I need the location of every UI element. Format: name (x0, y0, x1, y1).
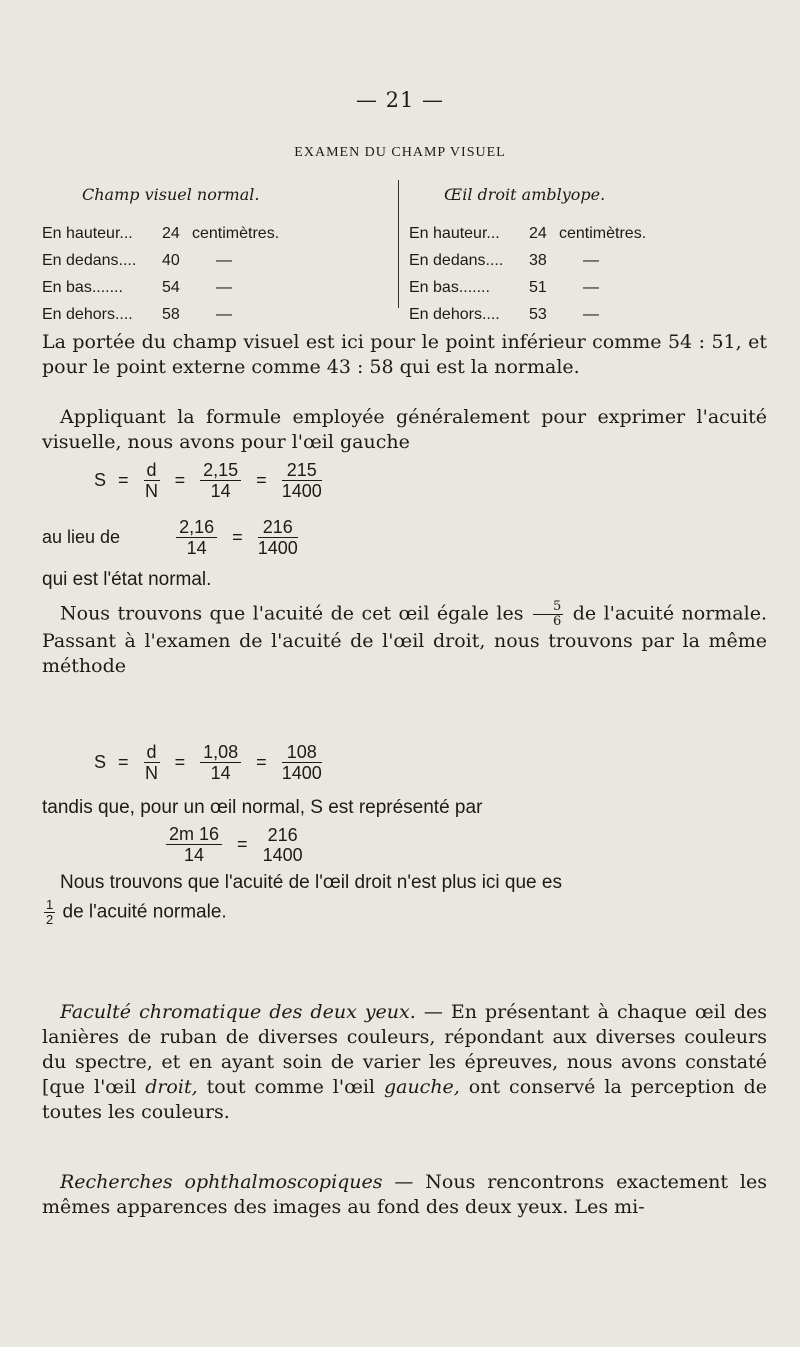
au-lieu-de: au lieu de (42, 527, 121, 547)
equation-normal-reference: au lieu de $\frac{2,16}{14}$ = $\frac{216}{1400}$ (42, 517, 298, 558)
equation-normal-eye: $\frac{2m 16}{14}$ = 216 1400 (162, 824, 307, 865)
table-row (42, 274, 387, 301)
row-value: 58 (162, 306, 180, 323)
fraction: $\frac{108}{1400}$ (281, 742, 322, 783)
row-label: En dehors.... (409, 306, 500, 323)
row-value: 51 (529, 279, 547, 296)
table-row (42, 247, 387, 274)
row-unit: — (216, 306, 232, 323)
fraction: $\frac{2,15}{14}$ (200, 460, 241, 501)
row-unit: centimètres. (192, 225, 280, 242)
table-normal-heading: Champ visuel normal. (82, 185, 260, 204)
table-row (409, 274, 769, 301)
column-divider (398, 180, 399, 308)
row-label: En dedans.... (409, 252, 504, 269)
row-unit: centimètres. (559, 225, 647, 242)
table-row (409, 220, 769, 247)
page-number: — 21 — (355, 88, 445, 112)
subsection-title: Recherches ophthalmoscopiques (60, 1171, 383, 1193)
section-title: EXAMEN DU CHAMP VISUEL (294, 145, 506, 160)
table-amblyope-heading: Œil droit amblyope. (444, 185, 606, 204)
row-label: En dehors.... (42, 306, 133, 323)
row-unit: — (216, 252, 232, 269)
table-normal (42, 185, 387, 328)
row-value: 54 (162, 279, 180, 296)
paragraph-ophthalmoscopic: Recherches ophthalmoscopiques — Nous rencontrons exactement les mêmes apparences des images au fond des deux yeux. Les mi- (42, 1171, 767, 1218)
table-row (42, 220, 387, 247)
row-unit: — (216, 279, 232, 296)
table-row (409, 301, 769, 328)
row-label: En dedans.... (42, 252, 137, 269)
row-label: En bas....... (42, 279, 123, 296)
row-value: 53 (529, 306, 547, 323)
row-label: En bas....... (409, 279, 490, 296)
row-label: En hauteur... (42, 225, 133, 242)
table-amblyope (409, 185, 769, 328)
paragraph: Nous trouvons que l'acuité de l'œil droit n'est plus ici que es (60, 872, 562, 893)
equation-s-left-eye: S = $\frac{d}{N}$ = $\frac{2,15}{14}$ = $\frac{215}{1400}$ (94, 460, 322, 501)
paragraph: tandis que, pour un œil normal, S est représenté par (42, 797, 483, 818)
row-label: En hauteur... (409, 225, 500, 242)
fraction: 216 1400 (262, 824, 303, 865)
row-unit: — (583, 252, 599, 269)
paragraph: Appliquant la formule employée généralement pour exprimer l'acuité visuelle, nous avons pour l'œil gauche (42, 406, 767, 453)
table-row (42, 301, 387, 328)
row-value: 24 (162, 225, 180, 242)
fraction: $\frac{216}{1400}$ (257, 517, 298, 558)
subsection-title: Faculté chromatique des deux yeux. (60, 1001, 416, 1023)
row-unit: — (583, 306, 599, 323)
paragraph-chromatic: Faculté chromatique des deux yeux. — En présentant à chaque œil des lanières de ruban de diverses couleurs, répondant aux diverses couleurs du spectre, et en ayant soin de varier les épreuves, nous avons constaté [que l'œil droit, tout comme l'œil gauche, ont conservé la perception de toutes les couleurs. (42, 1001, 767, 1123)
row-value: 40 (162, 252, 180, 269)
paragraph: La portée du champ visuel est ici pour le point inférieur comme 54 : 51, et pour le point externe comme 43 : 58 qui est la normale. (42, 331, 767, 378)
table-row (409, 247, 769, 274)
fraction-five-sixths: $\frac{5}{6}$ (533, 600, 563, 629)
fraction-one-half: $\frac{1}{2}$ (46, 897, 54, 927)
row-unit: — (583, 279, 599, 296)
row-value: 38 (529, 252, 547, 269)
paragraph: Nous trouvons que l'acuité de cet œil égale les $\frac{5}{6}$ de l'acuité normale. Passant à l'examen de l'acuité de l'œil droit, nous trouvons par la même méthode (42, 599, 767, 677)
row-value: 24 (529, 225, 547, 242)
fraction: $\frac{215}{1400}$ (281, 460, 322, 501)
equation-lhs: S (94, 470, 107, 490)
fraction: $\frac{d}{N}$ (145, 460, 159, 501)
equation-s-right-eye: S = $\frac{d}{N}$ = $\frac{1,08}{14}$ = $\frac{108}{1400}$ (94, 742, 322, 783)
fraction: $\frac{d}{N}$ (145, 742, 159, 783)
fraction: $\frac{2m 16}{14}$ (166, 824, 222, 865)
fraction: $\frac{2,16}{14}$ (176, 517, 217, 558)
paragraph: qui est l'état normal. (42, 569, 212, 590)
fraction: $\frac{1,08}{14}$ (200, 742, 241, 783)
paragraph: $\frac{1}{2}$ de l'acuité normale. (46, 897, 227, 927)
